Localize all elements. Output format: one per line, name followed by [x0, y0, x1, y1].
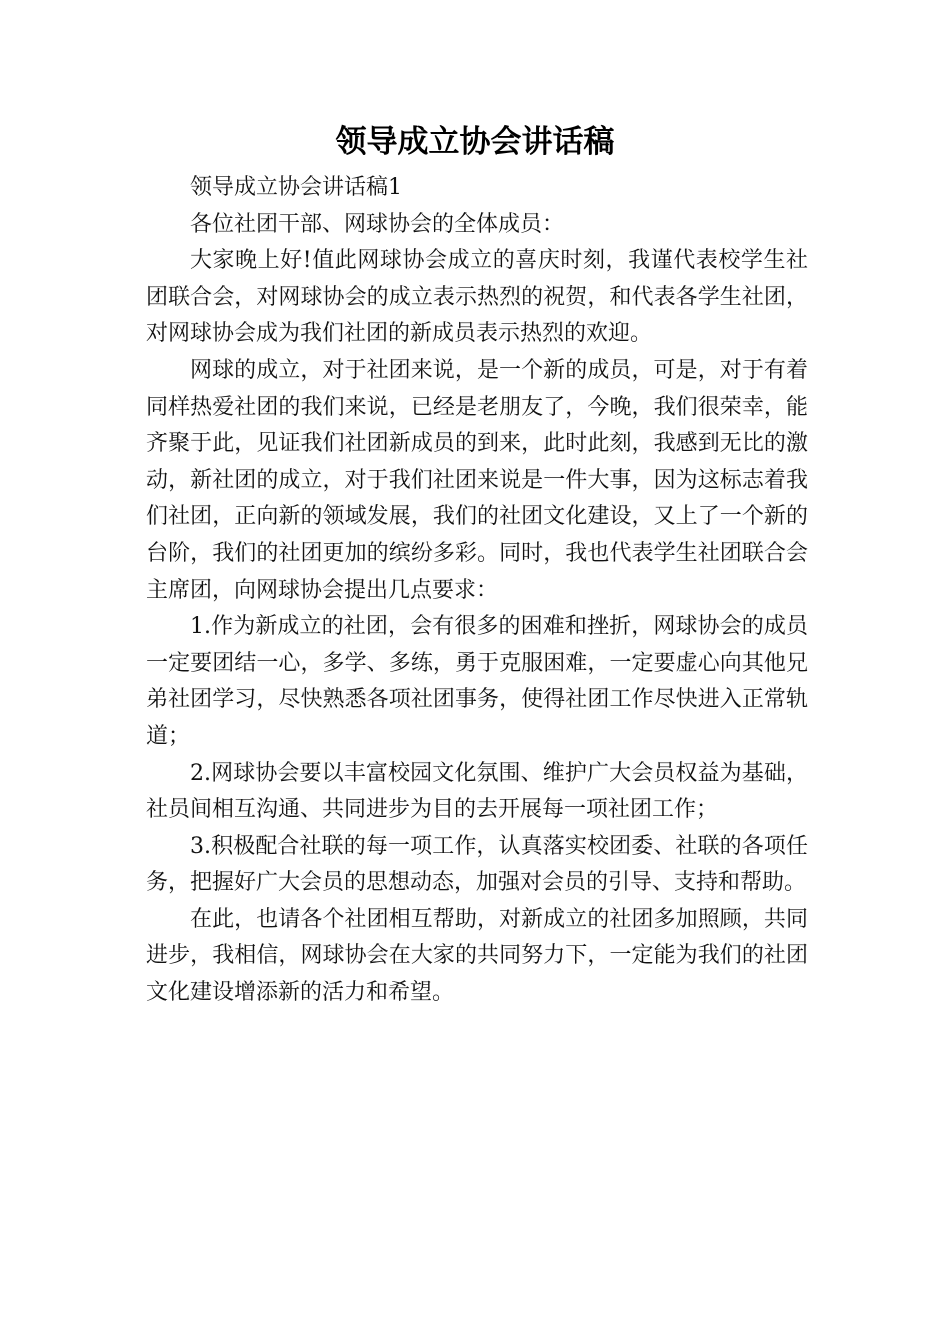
document-title: 领导成立协会讲话稿	[335, 124, 615, 160]
document-body	[146, 170, 808, 1012]
salutation-paragraph: 各位社团干部、网球协会的全体成员：	[190, 211, 565, 237]
body-paragraph: 网球的成立，对于社团来说，是一个新的成员，可是，对于有着同样热爱社团的我们来说，已经是老朋友了，今晚，我们很荣幸，能齐聚于此，见证我们社团新成员的到来，此时此刻，我感到无比的激动，新社团的成立，对于我们社团来说是一件大事，因为这标志着我们社团，正向新的领域发展，我们的社团文化建设，又上了一个新的台阶，我们的社团更加的缤纷多彩。同时，我也代表学生社团联合会主席团，向网球协会提出几点要求：	[146, 357, 808, 603]
closing-paragraph: 在此，也请各个社团相互帮助，对新成立的社团多加照顾，共同进步，我相信，网球协会在大家的共同努力下，一定能为我们的社团文化建设增添新的活力和希望。	[146, 906, 808, 1006]
list-item-paragraph: 3.积极配合社联的每一项工作，认真落实校团委、社联的各项任务，把握好广大会员的思想动态，加强对会员的引导、支持和帮助。	[146, 833, 808, 896]
subtitle-paragraph: 领导成立协会讲话稿1	[190, 175, 402, 200]
list-item-paragraph: 2.网球协会要以丰富校园文化氛围、维护广大会员权益为基础，社员间相互沟通、共同进步为目的去开展每一项社团工作；	[146, 760, 808, 823]
list-item-paragraph: 1.作为新成立的社团，会有很多的困难和挫折，网球协会的成员一定要团结一心，多学、多练，勇于克服困难，一定要虚心向其他兄弟社团学习，尽快熟悉各项社团事务，使得社团工作尽快进入正常轨道；	[146, 614, 808, 749]
body-paragraph: 大家晚上好!值此网球协会成立的喜庆时刻，我谨代表校学生社团联合会，对网球协会的成立表示热烈的祝贺，和代表各学生社团，对网球协会成为我们社团的新成员表示热烈的欢迎。	[146, 248, 808, 347]
